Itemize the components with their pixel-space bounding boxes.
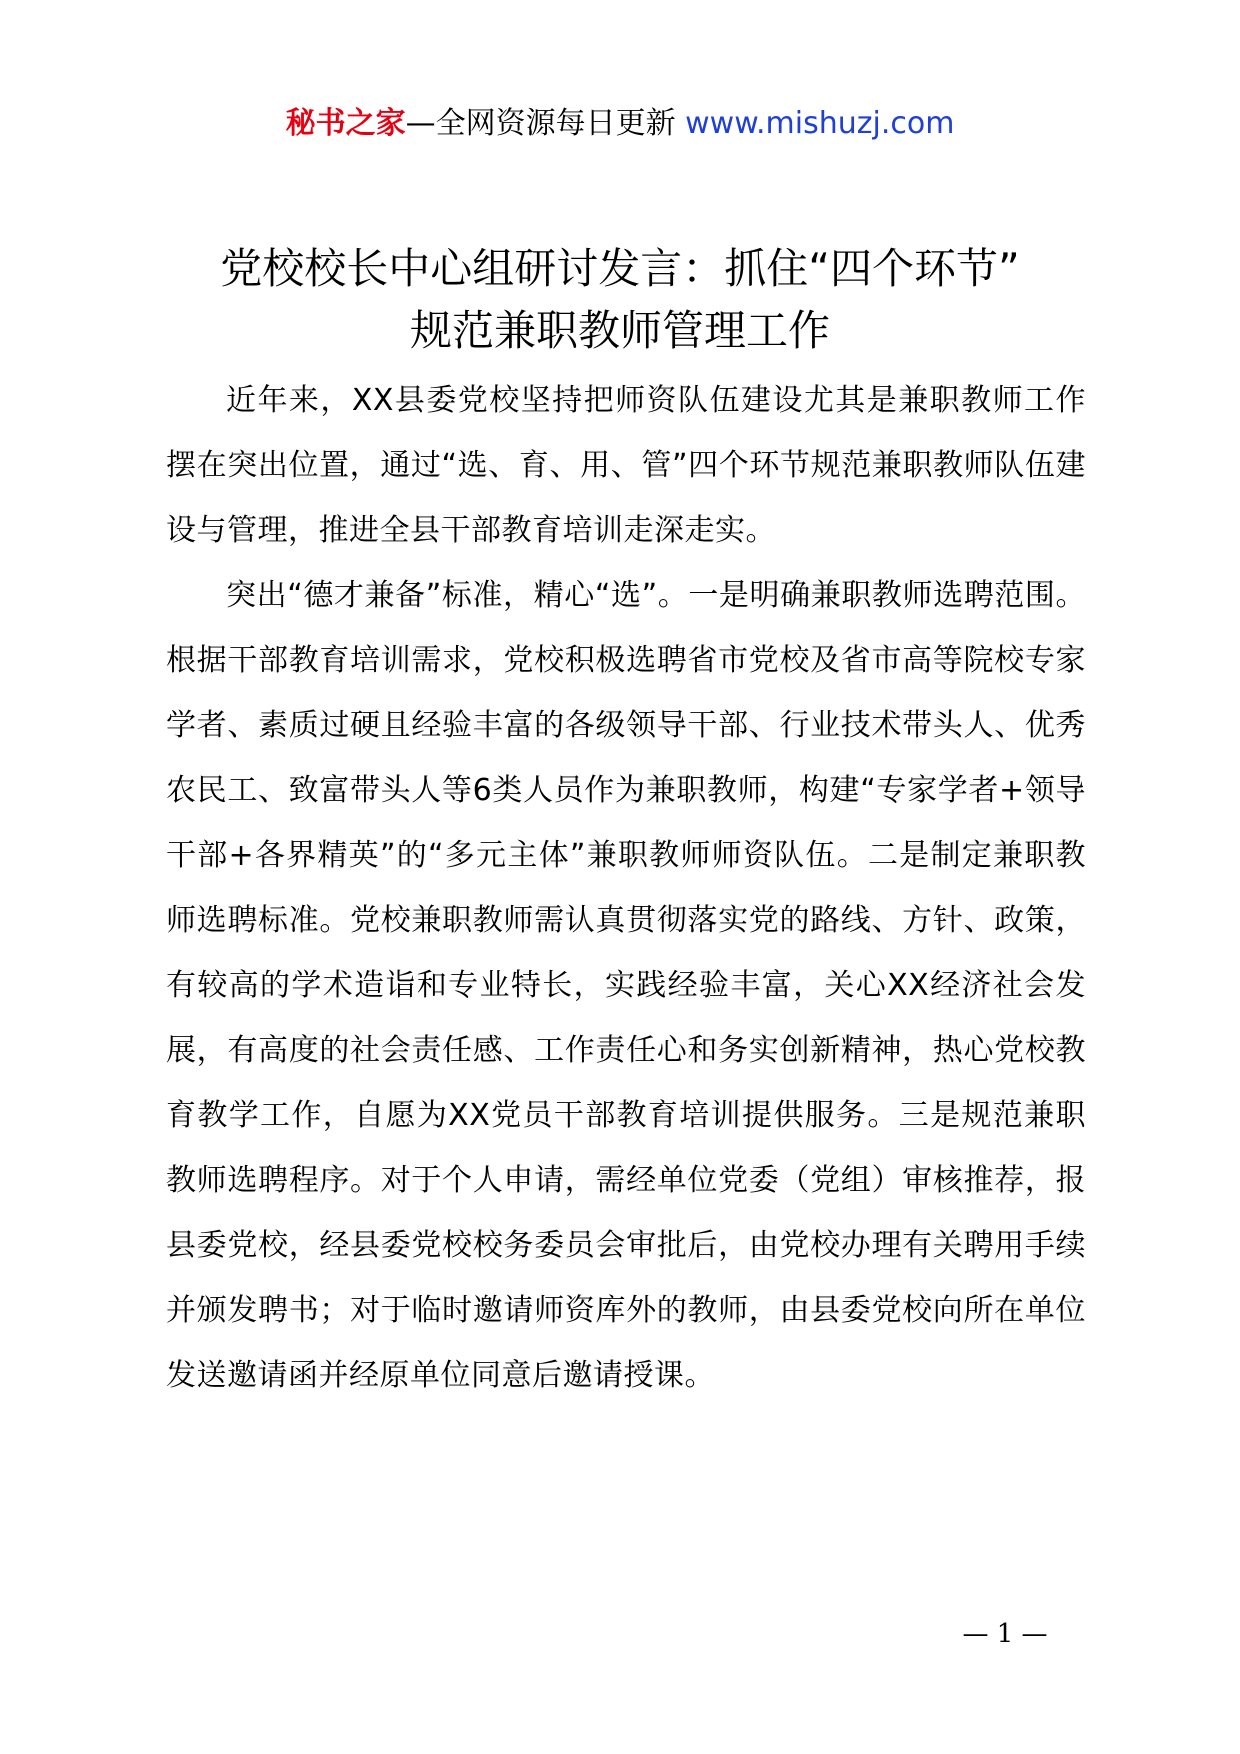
site-url-link[interactable]: www.mishuzj.com <box>685 106 955 141</box>
title-line-2: 规范兼职教师管理工作 <box>409 306 830 355</box>
header-slogan: —全网资源每日更新 <box>405 106 676 141</box>
document-body <box>166 368 1086 1408</box>
brand-name: 秘书之家 <box>285 106 406 141</box>
title-line-1: 党校校长中心组研讨发言：抓住“四个环节” <box>220 244 1020 293</box>
page-number: — 1 — <box>962 1619 1048 1649</box>
paragraph-intro: 近年来，XX县委党校坚持把师资队伍建设尤其是兼职教师工作摆在突出位置，通过“选、育、用、管”四个环节规范兼职教师队伍建设与管理，推进全县干部教育培训走深走实。 <box>166 383 1086 548</box>
document-title <box>140 238 1100 362</box>
site-header <box>0 102 1240 146</box>
paragraph-select: 突出“德才兼备”标准，精心“选”。一是明确兼职教师选聘范围。根据干部教育培训需求，党校积极选聘省市党校及省市高等院校专家学者、素质过硬且经验丰富的各级领导干部、行业技术带头人、优秀农民工、致富带头人等6类人员作为兼职教师，构建“专家学者+领导干部+各界精英”的“多元主体”兼职教师师资队伍。二是制定兼职教师选聘标准。党校兼职教师需认真贯彻落实党的路线、方针、政策，有较高的学术造诣和专业特长，实践经验丰富，关心XX经济社会发展，有高度的社会责任感、工作责任心和务实创新精神，热心党校教育教学工作，自愿为XX党员干部教育培训提供服务。三是规范兼职教师选聘程序。对于个人申请，需经单位党委（党组）审核推荐，报县委党校，经县委党校校务委员会审批后，由党校办理有关聘用手续并颁发聘书；对于临时邀请师资库外的教师，由县委党校向所在单位发送邀请函并经原单位同意后邀请授课。 <box>166 578 1086 1393</box>
